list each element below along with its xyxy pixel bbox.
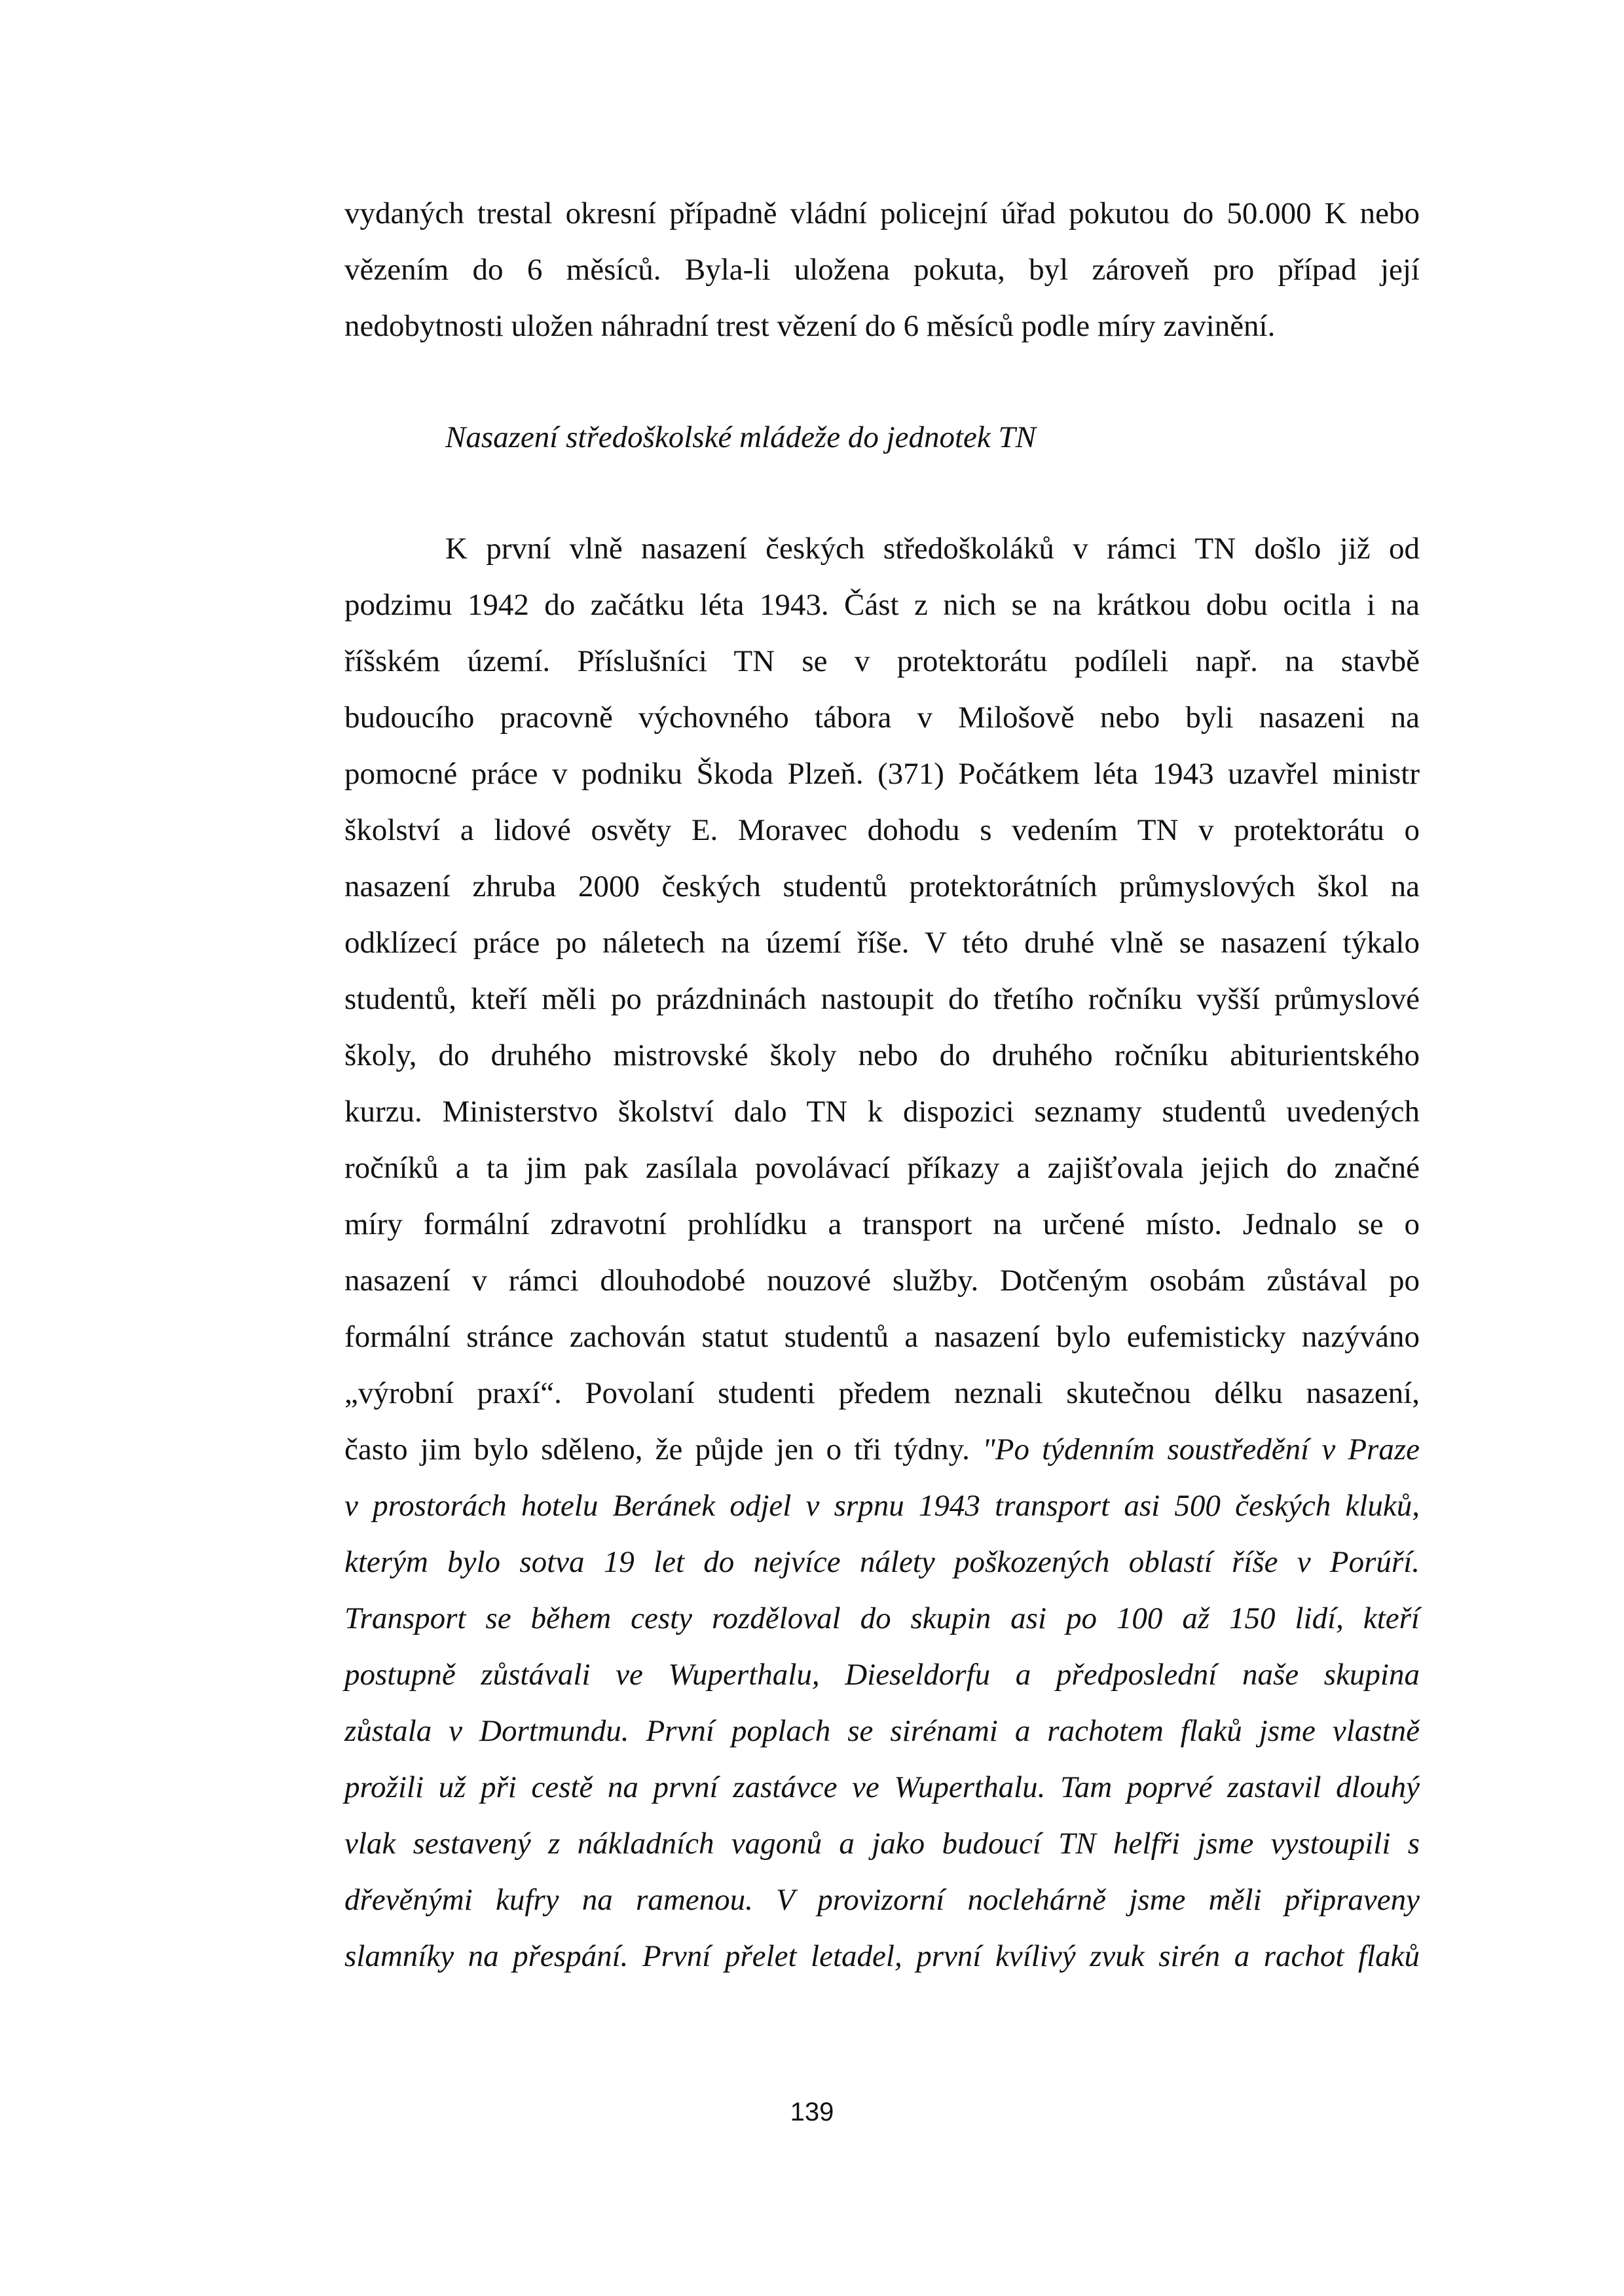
text-line: ročníků a ta jim pak zasílala povolávací příkazy a zajišťovala jejich do značné xyxy=(344,1151,1420,1185)
quote-line: dřevěnými kufry na ramenou. V provizorní noclehárně jsme měli připraveny xyxy=(344,1883,1420,1917)
text-line: kurzu. Ministerstvo školství dalo TN k dispozici seznamy studentů uvedených xyxy=(344,1095,1420,1129)
quote-line: slamníky na přespání. První přelet letadel, první kvílivý zvuk sirén a rachot flaků xyxy=(344,1939,1420,1973)
quote-line: Transport se během cesty rozděloval do skupin asi po 100 až 150 lidí, kteří xyxy=(344,1601,1420,1635)
text-roman: často jim bylo sděleno, že půjde jen o tři týdny. xyxy=(344,1432,983,1467)
text-line: nasazení zhruba 2000 českých studentů protektorátních průmyslových škol na xyxy=(344,869,1420,903)
text-line: „výrobní praxí“. Povolaní studenti předem neznali skutečnou délku nasazení, xyxy=(344,1376,1420,1410)
text-line-mixed xyxy=(344,1430,1420,1469)
text-line: vydaných trestal okresní případně vládní policejní úřad pokutou do 50.000 K nebo xyxy=(344,196,1420,230)
text-line: vězením do 6 měsíců. Byla-li uložena pokuta, byl zároveň pro případ její xyxy=(344,253,1420,287)
text-line: školství a lidové osvěty E. Moravec dohodu s vedením TN v protektorátu o xyxy=(344,813,1420,847)
text-line: K první vlně nasazení českých středoškoláků v rámci TN došlo již od xyxy=(445,532,1420,566)
quote-start: "Po týdenním soustředění v Praze xyxy=(982,1432,1420,1467)
quote-line: prožili už při cestě na první zastávce ve Wuperthalu. Tam poprvé zastavil dlouhý xyxy=(344,1770,1420,1804)
text-line: pomocné práce v podniku Škoda Plzeň. (371) Počátkem léta 1943 uzavřel ministr xyxy=(344,757,1420,791)
quote-line: kterým bylo sotva 19 let do nejvíce nálety poškozených oblastí říše v Porúří. xyxy=(344,1545,1420,1579)
text-line: míry formální zdravotní prohlídku a transport na určené místo. Jednalo se o xyxy=(344,1207,1420,1241)
quote-line: v prostorách hotelu Beránek odjel v srpnu 1943 transport asi 500 českých kluků, xyxy=(344,1489,1420,1523)
page-number: 139 xyxy=(790,2098,834,2126)
quote-line: vlak sestavený z nákladních vagonů a jako budoucí TN helfři jsme vystoupili s xyxy=(344,1827,1420,1861)
text-line: formální stránce zachován statut studentů a nasazení bylo eufemisticky nazýváno xyxy=(344,1320,1420,1354)
text-line: odklízecí práce po náletech na území říše. V této druhé vlně se nasazení týkalo xyxy=(344,926,1420,960)
text-line: říšském území. Příslušníci TN se v protektorátu podíleli např. na stavbě xyxy=(344,644,1420,678)
quote-line: zůstala v Dortmundu. První poplach se sirénami a rachotem flaků jsme vlastně xyxy=(344,1714,1420,1748)
section-heading: Nasazení středoškolské mládeže do jednotek TN xyxy=(445,420,1037,454)
text-line: nedobytnosti uložen náhradní trest vězení do 6 měsíců podle míry zavinění. xyxy=(344,309,1276,343)
text-line: podzimu 1942 do začátku léta 1943. Část z nich se na krátkou dobu ocitla i na xyxy=(344,588,1420,622)
text-line: školy, do druhého mistrovské školy nebo do druhého ročníku abiturientského xyxy=(344,1038,1420,1072)
text-line: budoucího pracovně výchovného tábora v Milošově nebo byli nasazeni na xyxy=(344,701,1420,735)
text-line: studentů, kteří měli po prázdninách nastoupit do třetího ročníku vyšší průmyslové xyxy=(344,982,1420,1016)
quote-line: postupně zůstávali ve Wuperthalu, Dieseldorfu a předposlední naše skupina xyxy=(344,1658,1420,1692)
text-line: nasazení v rámci dlouhodobé nouzové služby. Dotčeným osobám zůstával po xyxy=(344,1264,1420,1298)
